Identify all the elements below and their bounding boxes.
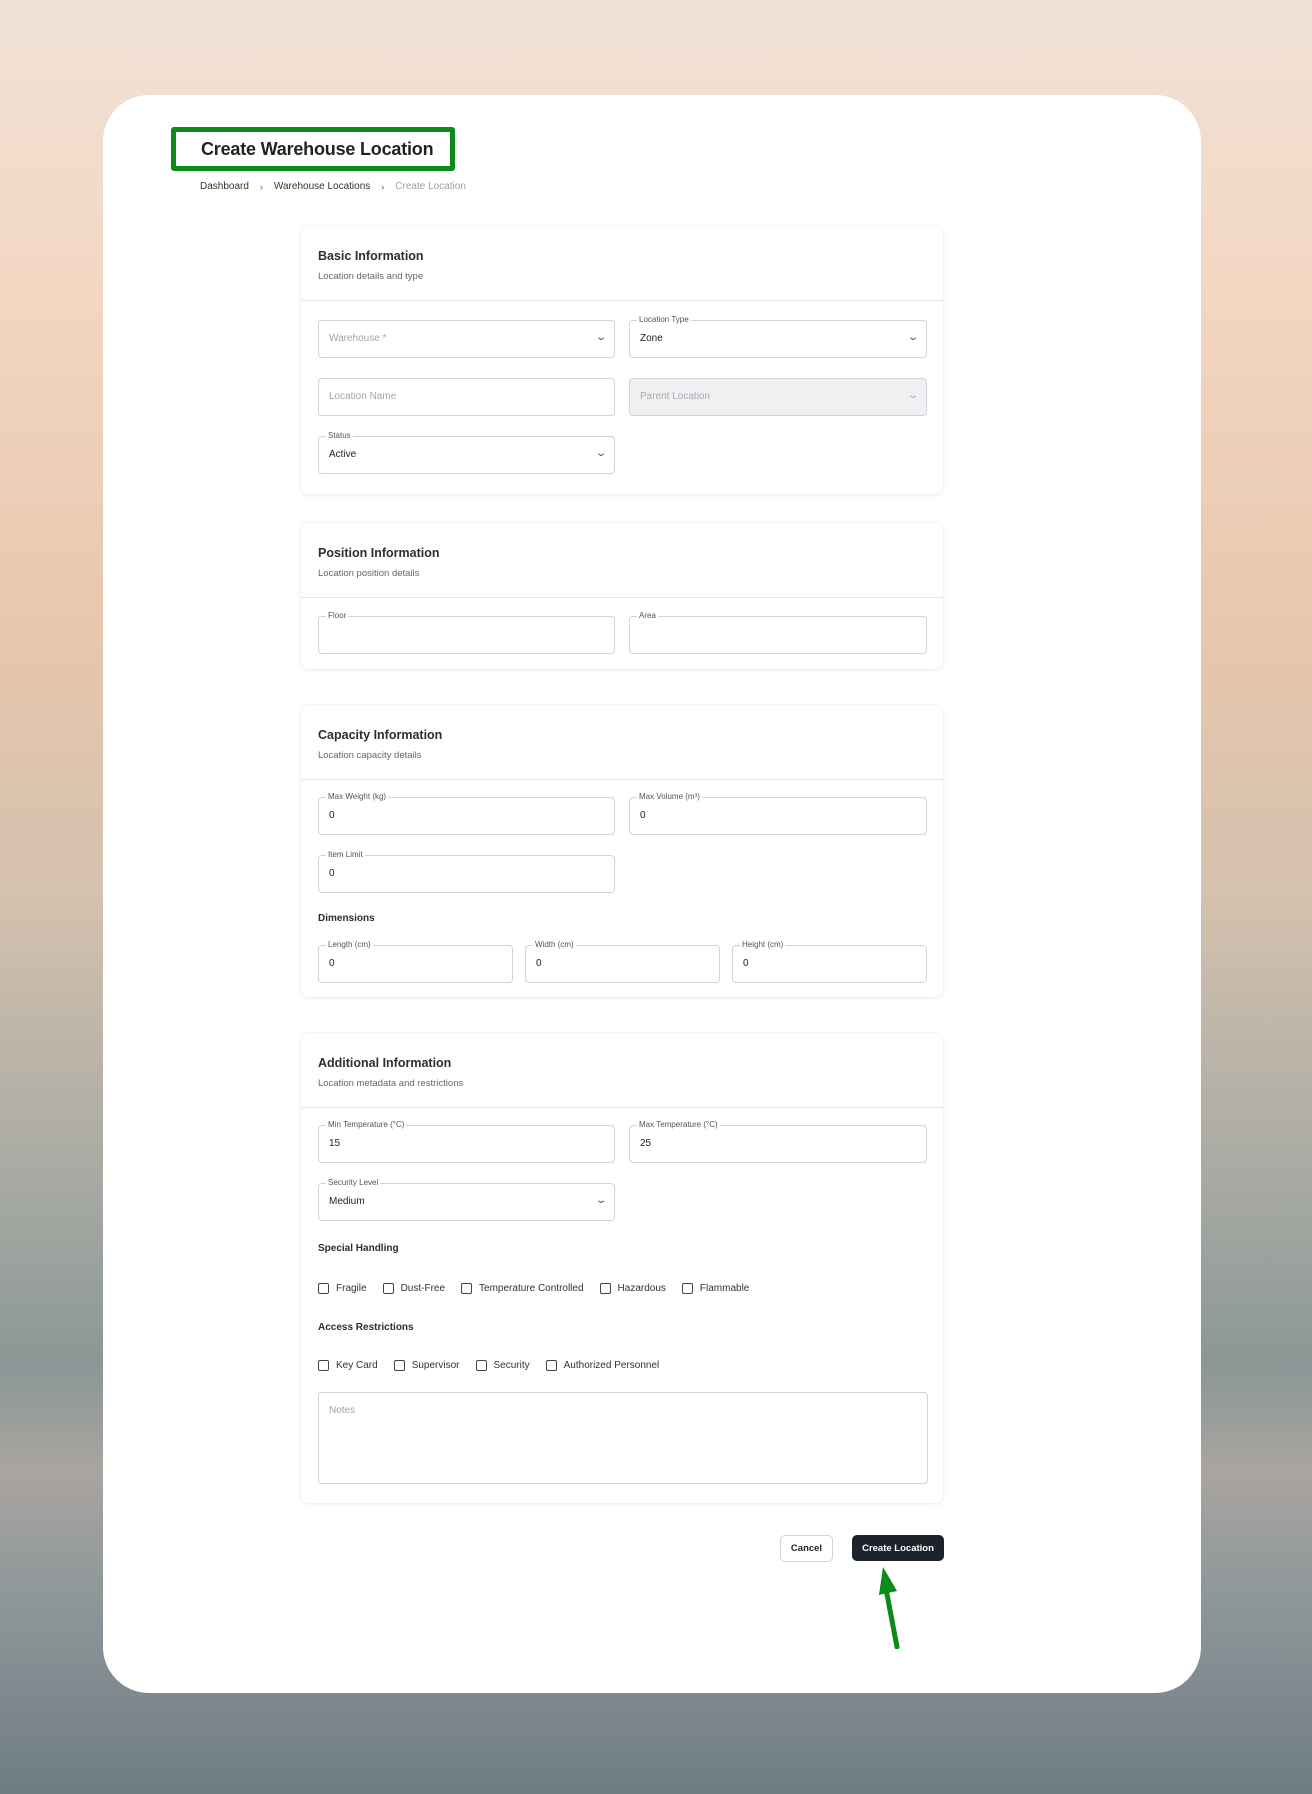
- checkbox-label: Fragile: [336, 1283, 367, 1294]
- max-temperature-label: Max Temperature (°C): [639, 1120, 718, 1129]
- chevron-down-icon: ⌄: [906, 332, 920, 343]
- location-name-input[interactable]: [318, 378, 615, 416]
- checkbox-label: Key Card: [336, 1360, 378, 1371]
- checkbox-label: Supervisor: [411, 1360, 460, 1371]
- checkbox-security[interactable]: [476, 1360, 530, 1371]
- chevron-down-icon: ⌄: [594, 448, 608, 459]
- warehouse-select[interactable]: [318, 320, 615, 358]
- location-type-select[interactable]: [629, 315, 927, 358]
- breadcrumb-separator: ›: [381, 181, 385, 192]
- item-limit-label: Item Limit: [328, 850, 363, 859]
- chevron-down-icon: ⌄: [594, 1195, 608, 1206]
- section-subtitle: Location metadata and restrictions: [318, 1078, 464, 1089]
- basic-information-section: [301, 226, 943, 494]
- status-label: Status: [328, 431, 351, 440]
- status-value: Active: [329, 449, 357, 460]
- section-title: Capacity Information: [318, 728, 443, 742]
- notes-textarea[interactable]: [318, 1392, 928, 1484]
- item-limit-input[interactable]: [318, 850, 615, 893]
- checkbox-icon[interactable]: [600, 1283, 611, 1294]
- length-value: 0: [329, 958, 335, 969]
- min-temperature-value: 15: [329, 1138, 341, 1149]
- min-temperature-label: Min Temperature (°C): [328, 1120, 405, 1129]
- section-header: [301, 1033, 943, 1108]
- arrow-up-icon: [873, 1567, 913, 1649]
- section-title: Additional Information: [318, 1056, 452, 1070]
- checkbox-label: Hazardous: [617, 1283, 666, 1294]
- breadcrumb-separator: ›: [259, 181, 263, 192]
- section-header: [301, 705, 943, 780]
- breadcrumb-current: Create Location: [395, 181, 466, 192]
- checkbox-key-card[interactable]: [318, 1360, 378, 1371]
- chevron-down-icon: ⌄: [906, 390, 920, 401]
- checkbox-icon[interactable]: [476, 1360, 487, 1371]
- parent-location-placeholder: Parent Location: [640, 391, 711, 402]
- checkbox-label: Temperature Controlled: [479, 1283, 584, 1294]
- checkbox-label: Flammable: [699, 1283, 750, 1294]
- location-type-label: Location Type: [639, 315, 689, 324]
- section-subtitle: Location details and type: [318, 271, 424, 282]
- security-level-label: Security Level: [328, 1178, 379, 1187]
- location-name-placeholder: Location Name: [329, 391, 397, 402]
- checkbox-icon[interactable]: [461, 1283, 472, 1294]
- max-temperature-value: 25: [640, 1138, 652, 1149]
- section-header: [301, 523, 943, 598]
- checkbox-icon[interactable]: [682, 1283, 693, 1294]
- checkbox-fragile[interactable]: [318, 1283, 367, 1294]
- checkbox-label: Dust-Free: [400, 1283, 446, 1294]
- dimensions-label: Dimensions: [318, 913, 375, 924]
- checkbox-label: Authorized Personnel: [563, 1360, 660, 1371]
- height-value: 0: [743, 958, 749, 969]
- item-limit-value: 0: [329, 868, 335, 879]
- security-level-select[interactable]: [318, 1178, 615, 1221]
- status-select[interactable]: [318, 431, 615, 474]
- section-subtitle: Location position details: [318, 568, 420, 579]
- height-label: Height (cm): [742, 940, 784, 949]
- security-level-value: Medium: [329, 1196, 365, 1207]
- title-highlight: [171, 127, 455, 171]
- floor-label: Floor: [328, 611, 347, 620]
- checkbox-authorized-personnel[interactable]: [546, 1360, 660, 1371]
- length-label: Length (cm): [328, 940, 371, 949]
- checkbox-flammable[interactable]: [682, 1283, 749, 1294]
- breadcrumb-dashboard[interactable]: Dashboard: [200, 181, 249, 192]
- warehouse-placeholder: Warehouse *: [329, 333, 387, 344]
- checkbox-icon[interactable]: [318, 1360, 329, 1371]
- checkbox-icon[interactable]: [383, 1283, 394, 1294]
- width-value: 0: [536, 958, 542, 969]
- area-label: Area: [639, 611, 656, 620]
- width-input[interactable]: [525, 940, 720, 983]
- checkbox-dust-free[interactable]: [383, 1283, 445, 1294]
- height-input[interactable]: [732, 940, 927, 983]
- parent-location-select: [629, 378, 927, 416]
- max-temperature-input[interactable]: [629, 1120, 927, 1163]
- checkbox-temperature-controlled[interactable]: [461, 1283, 584, 1294]
- section-subtitle: Location capacity details: [318, 750, 422, 761]
- create-location-button[interactable]: Create Location: [852, 1535, 944, 1561]
- checkbox-supervisor[interactable]: [394, 1360, 460, 1371]
- chevron-down-icon: ⌄: [594, 332, 608, 343]
- access-restrictions-label: Access Restrictions: [318, 1322, 414, 1333]
- max-weight-value: 0: [329, 810, 335, 821]
- additional-information-section: [301, 1033, 943, 1503]
- special-handling-label: Special Handling: [318, 1243, 399, 1254]
- location-type-value: Zone: [640, 333, 663, 344]
- max-volume-label: Max Volume (m³): [639, 792, 700, 801]
- special-handling-checkboxes: [318, 1283, 765, 1294]
- checkbox-label: Security: [493, 1360, 530, 1371]
- max-weight-input[interactable]: [318, 792, 615, 835]
- breadcrumb: [200, 181, 466, 192]
- checkbox-icon[interactable]: [546, 1360, 557, 1371]
- section-title: Basic Information: [318, 249, 424, 263]
- notes-placeholder: Notes: [329, 1405, 356, 1416]
- breadcrumb-warehouse-locations[interactable]: Warehouse Locations: [273, 181, 371, 192]
- access-restrictions-checkboxes: [318, 1360, 675, 1371]
- section-header: [301, 226, 943, 301]
- checkbox-icon[interactable]: [394, 1360, 405, 1371]
- max-volume-input[interactable]: [629, 792, 927, 835]
- min-temperature-input[interactable]: [318, 1120, 615, 1163]
- section-title: Position Information: [318, 546, 440, 560]
- area-input[interactable]: [629, 611, 927, 654]
- page-title: Create Warehouse Location: [201, 138, 434, 159]
- floor-input[interactable]: [318, 611, 615, 654]
- cancel-button[interactable]: Cancel: [780, 1535, 833, 1562]
- checkbox-hazardous[interactable]: [600, 1283, 666, 1294]
- length-input[interactable]: [318, 940, 513, 983]
- max-volume-value: 0: [640, 810, 646, 821]
- width-label: Width (cm): [535, 940, 574, 949]
- max-weight-label: Max Weight (kg): [328, 792, 387, 801]
- position-information-section: [301, 523, 943, 669]
- capacity-information-section: [301, 705, 943, 997]
- form-card: [103, 95, 1201, 1693]
- checkbox-icon[interactable]: [318, 1283, 329, 1294]
